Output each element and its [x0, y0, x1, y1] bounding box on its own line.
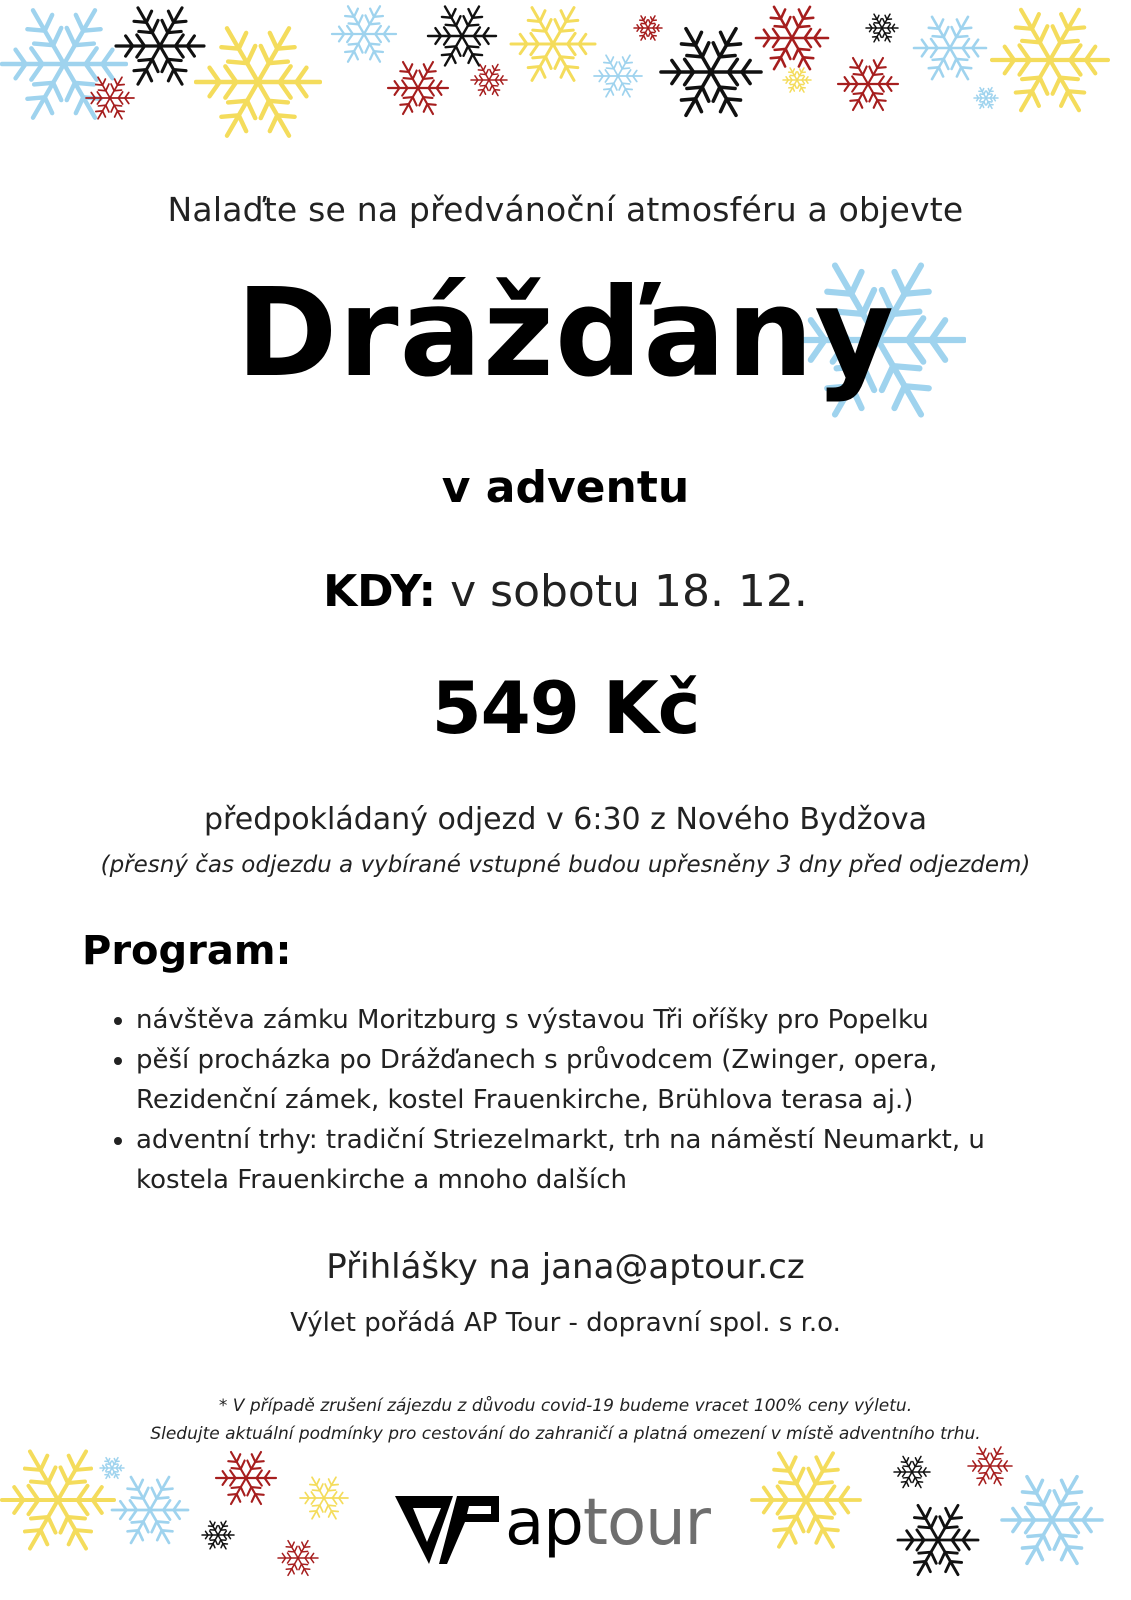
logo-mark-icon: [395, 1492, 505, 1572]
disclaimer-line-1: * V případě zrušení zájezdu z důvodu covid-19 budeme vracet 100% ceny výletu.: [218, 1396, 913, 1416]
departure-note: (přesný čas odjezdu a vybírané vstupné budou upřesněny 3 dny před odjezdem): [100, 852, 1031, 878]
snowflake-icon: [864, 10, 900, 46]
aptour-logo: [395, 1486, 725, 1572]
date-value: v sobotu 18. 12.: [436, 566, 808, 617]
snowflake-icon: [990, 0, 1110, 120]
snowflake-icon: [194, 18, 322, 146]
snowflake-icon: [659, 20, 763, 124]
program-item: • adventní trhy: tradiční Striezelmarkt, trh na náměstí Neumarkt, u kostela Frauenkirche a mnoho dalších: [136, 1120, 1016, 1200]
program-item: • návštěva zámku Moritzburg s výstavou Tři oříšky pro Popelku: [136, 1000, 1016, 1040]
snowflake-icon: [200, 1517, 236, 1553]
program-heading: Program:: [82, 928, 292, 974]
logo-ap: ap: [505, 1486, 583, 1560]
page-title: Drážďany: [236, 262, 895, 404]
disclaimer-line-2: Sledujte aktuální podmínky pro cestování do zahraničí a platná omezení v místě adventního trhu.: [150, 1424, 981, 1444]
program-list: [112, 1000, 1016, 1200]
signup-contact: Přihlášky na jana@aptour.cz: [326, 1247, 805, 1287]
subtitle: v adventu: [441, 462, 690, 513]
snowflake-icon: [84, 72, 136, 124]
snowflake-icon: [781, 64, 813, 96]
snowflake-icon: [912, 10, 988, 86]
snowflake-icon: [750, 1444, 862, 1556]
snowflake-icon: [892, 1452, 932, 1492]
snowflake-icon: [896, 1498, 980, 1582]
snowflake-icon: [110, 1470, 190, 1550]
intro-text: Nalaďte se na předvánoční atmosféru a objevte: [167, 190, 964, 229]
snowflake-icon: [509, 0, 597, 88]
organizer: Výlet pořádá AP Tour - dopravní spol. s r.o.: [290, 1308, 841, 1338]
logo-tour: tour: [582, 1486, 710, 1560]
snowflake-icon: [836, 52, 900, 116]
departure-info: předpokládaný odjezd v 6:30 z Nového Bydžova: [204, 802, 927, 837]
snowflake-icon: [276, 1536, 320, 1580]
snowflake-icon: [469, 60, 509, 100]
snowflake-icon: [298, 1472, 350, 1524]
date-label: KDY:: [323, 566, 437, 617]
snowflake-icon: [214, 1446, 278, 1510]
snowflake-icon: [1000, 1468, 1104, 1572]
snowflake-icon: [592, 50, 644, 102]
date-line: [0, 566, 1131, 617]
snowflake-icon: [98, 1454, 126, 1482]
logo-wordmark: [505, 1486, 710, 1560]
price: 549 Kč: [431, 666, 700, 750]
disclaimer: [0, 1392, 1131, 1448]
program-item: • pěší procházka po Drážďanech s průvodcem (Zwinger, opera, Rezidenční zámek, kostel Frauenkirche, Brühlova terasa aj.): [136, 1040, 1016, 1120]
